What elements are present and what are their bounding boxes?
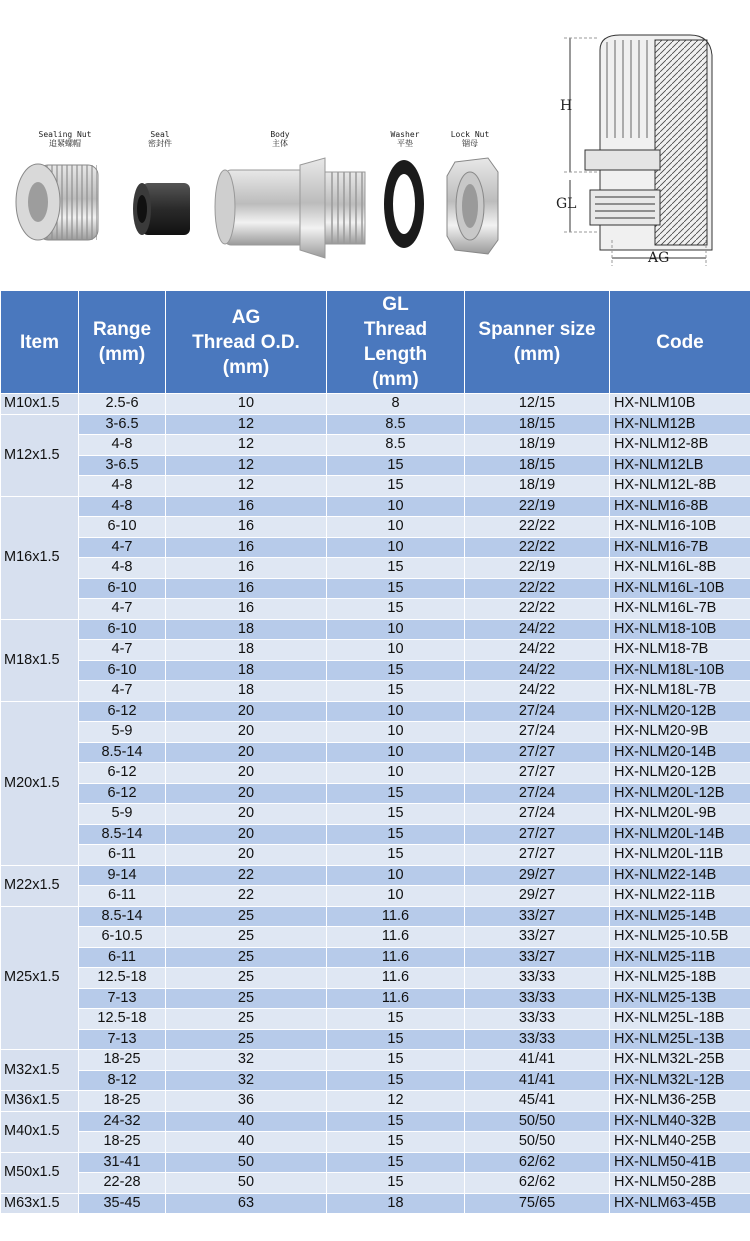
- table-row: [1, 599, 750, 620]
- spanner-cell: 24/22: [465, 660, 610, 681]
- gl-cell: 15: [327, 455, 465, 476]
- ag-cell: 40: [166, 1111, 327, 1132]
- range-cell: 7-13: [79, 988, 166, 1009]
- table-row: [1, 701, 750, 722]
- spanner-cell: 33/33: [465, 1009, 610, 1030]
- item-cell: M12x1.5: [1, 414, 79, 496]
- range-cell: 7-13: [79, 1029, 166, 1050]
- code-cell: HX-NLM22-11B: [610, 886, 750, 907]
- spanner-cell: 22/22: [465, 599, 610, 620]
- ag-cell: 20: [166, 763, 327, 784]
- code-cell: HX-NLM12-8B: [610, 435, 750, 456]
- ag-cell: 16: [166, 558, 327, 579]
- spanner-cell: 33/33: [465, 1029, 610, 1050]
- spanner-cell: 27/24: [465, 722, 610, 743]
- code-cell: HX-NLM50-28B: [610, 1173, 750, 1194]
- spanner-cell: 29/27: [465, 865, 610, 886]
- ag-cell: 16: [166, 537, 327, 558]
- gl-cell: 15: [327, 1070, 465, 1091]
- gl-cell: 15: [327, 824, 465, 845]
- range-cell: 22-28: [79, 1173, 166, 1194]
- range-cell: 9-14: [79, 865, 166, 886]
- column-header-line: Range: [92, 319, 152, 340]
- spanner-cell: 45/41: [465, 1091, 610, 1112]
- code-cell: HX-NLM20L-14B: [610, 824, 750, 845]
- code-cell: HX-NLM25-14B: [610, 906, 750, 927]
- ag-cell: 20: [166, 804, 327, 825]
- gl-cell: 15: [327, 1050, 465, 1071]
- gl-cell: 10: [327, 496, 465, 517]
- ag-cell: 22: [166, 886, 327, 907]
- table-row: [1, 1009, 750, 1030]
- table-row: [1, 476, 750, 497]
- ag-cell: 20: [166, 701, 327, 722]
- column-header-line: (mm): [513, 344, 561, 365]
- gl-cell: 10: [327, 722, 465, 743]
- spanner-cell: 27/27: [465, 763, 610, 784]
- ag-cell: 40: [166, 1132, 327, 1153]
- spanner-cell: 27/27: [465, 742, 610, 763]
- dimension-h-label: H: [560, 98, 573, 114]
- lock-nut-image: [447, 158, 498, 254]
- table-row: [1, 947, 750, 968]
- range-cell: 2.5-6: [79, 394, 166, 415]
- range-cell: 35-45: [79, 1193, 166, 1214]
- range-cell: 4-8: [79, 558, 166, 579]
- table-row: [1, 1029, 750, 1050]
- gl-cell: 10: [327, 701, 465, 722]
- column-header-line: GL: [382, 294, 409, 315]
- column-header: [1, 291, 79, 394]
- range-cell: 12.5-18: [79, 1009, 166, 1030]
- ag-cell: 12: [166, 476, 327, 497]
- gl-cell: 15: [327, 558, 465, 579]
- code-cell: HX-NLM32L-12B: [610, 1070, 750, 1091]
- spanner-cell: 24/22: [465, 681, 610, 702]
- column-header-line: Thread O.D.: [192, 331, 300, 353]
- range-cell: 3-6.5: [79, 414, 166, 435]
- gl-cell: 15: [327, 660, 465, 681]
- ag-cell: 25: [166, 1009, 327, 1030]
- spanner-cell: 33/27: [465, 947, 610, 968]
- gl-cell: 10: [327, 763, 465, 784]
- code-cell: HX-NLM20L-12B: [610, 783, 750, 804]
- dimension-gl-label: GL: [556, 196, 577, 212]
- column-header: [79, 291, 166, 394]
- gl-cell: 15: [327, 578, 465, 599]
- table-row: [1, 537, 750, 558]
- spanner-cell: 22/19: [465, 496, 610, 517]
- code-cell: HX-NLM16-10B: [610, 517, 750, 538]
- table-row: [1, 906, 750, 927]
- table-row: [1, 886, 750, 907]
- range-cell: 6-10: [79, 660, 166, 681]
- gl-cell: 12: [327, 1091, 465, 1112]
- gl-cell: 10: [327, 537, 465, 558]
- spanner-cell: 22/22: [465, 578, 610, 599]
- ag-cell: 16: [166, 599, 327, 620]
- code-cell: HX-NLM20L-11B: [610, 845, 750, 866]
- code-cell: HX-NLM20-9B: [610, 722, 750, 743]
- code-cell: HX-NLM40-32B: [610, 1111, 750, 1132]
- table-row: [1, 681, 750, 702]
- table-row: [1, 1111, 750, 1132]
- item-cell: M16x1.5: [1, 496, 79, 619]
- table-row: [1, 968, 750, 989]
- gl-cell: 8: [327, 394, 465, 415]
- table-row: [1, 783, 750, 804]
- gl-cell: 15: [327, 681, 465, 702]
- gl-cell: 11.6: [327, 947, 465, 968]
- spanner-cell: 62/62: [465, 1173, 610, 1194]
- ag-cell: 18: [166, 640, 327, 661]
- spanner-cell: 27/27: [465, 824, 610, 845]
- ag-cell: 50: [166, 1152, 327, 1173]
- ag-cell: 25: [166, 968, 327, 989]
- item-cell: M20x1.5: [1, 701, 79, 865]
- item-cell: M18x1.5: [1, 619, 79, 701]
- range-cell: 6-11: [79, 886, 166, 907]
- table-row: [1, 1173, 750, 1194]
- ag-cell: 16: [166, 578, 327, 599]
- spanner-cell: 33/33: [465, 988, 610, 1009]
- table-row: [1, 455, 750, 476]
- table-row: [1, 660, 750, 681]
- ag-cell: 20: [166, 722, 327, 743]
- column-header: [465, 291, 610, 394]
- gl-cell: 10: [327, 619, 465, 640]
- table-row: [1, 414, 750, 435]
- ag-cell: 20: [166, 845, 327, 866]
- column-header-line: Code: [656, 331, 704, 353]
- ag-cell: 10: [166, 394, 327, 415]
- spanner-cell: 12/15: [465, 394, 610, 415]
- ag-cell: 25: [166, 906, 327, 927]
- table-row: [1, 619, 750, 640]
- gl-cell: 11.6: [327, 906, 465, 927]
- spanner-cell: 27/27: [465, 845, 610, 866]
- ag-cell: 20: [166, 742, 327, 763]
- gl-cell: 11.6: [327, 968, 465, 989]
- item-cell: M40x1.5: [1, 1111, 79, 1152]
- item-cell: M36x1.5: [1, 1091, 79, 1112]
- range-cell: 6-10: [79, 517, 166, 538]
- spanner-cell: 27/24: [465, 804, 610, 825]
- column-header-line: Spanner size: [478, 319, 596, 340]
- column-header-line: Item: [19, 331, 60, 353]
- range-cell: 6-12: [79, 701, 166, 722]
- part-label-lock-nut: Lock Nut 锢母: [450, 130, 490, 148]
- range-cell: 4-8: [79, 496, 166, 517]
- cross-section-diagram: [564, 35, 712, 266]
- spanner-cell: 24/22: [465, 640, 610, 661]
- range-cell: 18-25: [79, 1132, 166, 1153]
- table-row: [1, 1070, 750, 1091]
- gl-cell: 15: [327, 1132, 465, 1153]
- code-cell: HX-NLM16-7B: [610, 537, 750, 558]
- table-row: [1, 640, 750, 661]
- column-header-line: AG: [231, 306, 261, 328]
- range-cell: 18-25: [79, 1091, 166, 1112]
- column-header-line: (mm): [222, 356, 270, 378]
- range-cell: 3-6.5: [79, 455, 166, 476]
- table-row: [1, 845, 750, 866]
- range-cell: 6-11: [79, 845, 166, 866]
- column-header: [166, 291, 327, 394]
- code-cell: HX-NLM25L-18B: [610, 1009, 750, 1030]
- range-cell: 4-7: [79, 599, 166, 620]
- table-row: [1, 1152, 750, 1173]
- ag-cell: 20: [166, 783, 327, 804]
- gl-cell: 15: [327, 1173, 465, 1194]
- range-cell: 6-11: [79, 947, 166, 968]
- ag-cell: 50: [166, 1173, 327, 1194]
- column-header: [610, 291, 750, 394]
- range-cell: 5-9: [79, 804, 166, 825]
- ag-cell: 32: [166, 1070, 327, 1091]
- ag-cell: 16: [166, 517, 327, 538]
- table-row: [1, 927, 750, 948]
- range-cell: 4-8: [79, 435, 166, 456]
- code-cell: HX-NLM22-14B: [610, 865, 750, 886]
- spanner-cell: 33/33: [465, 968, 610, 989]
- range-cell: 4-7: [79, 537, 166, 558]
- spanner-cell: 50/50: [465, 1111, 610, 1132]
- gl-cell: 15: [327, 599, 465, 620]
- code-cell: HX-NLM16-8B: [610, 496, 750, 517]
- column-header-line: Length: [363, 344, 428, 365]
- table-row: [1, 435, 750, 456]
- table-row: [1, 742, 750, 763]
- code-cell: HX-NLM18-10B: [610, 619, 750, 640]
- gl-cell: 8.5: [327, 435, 465, 456]
- code-cell: HX-NLM20-12B: [610, 763, 750, 784]
- table-row: [1, 1091, 750, 1112]
- gl-cell: 10: [327, 886, 465, 907]
- column-header-line: Thread: [363, 319, 428, 340]
- sealing-nut-image: [16, 164, 98, 240]
- gl-cell: 15: [327, 804, 465, 825]
- body-image: [215, 158, 365, 258]
- code-cell: HX-NLM20L-9B: [610, 804, 750, 825]
- range-cell: 6-10: [79, 619, 166, 640]
- table-header-row: [1, 291, 750, 394]
- code-cell: HX-NLM18L-10B: [610, 660, 750, 681]
- gl-cell: 15: [327, 1029, 465, 1050]
- item-cell: M22x1.5: [1, 865, 79, 906]
- table-row: [1, 824, 750, 845]
- table-row: [1, 804, 750, 825]
- ag-cell: 12: [166, 455, 327, 476]
- range-cell: 5-9: [79, 722, 166, 743]
- code-cell: HX-NLM12L-8B: [610, 476, 750, 497]
- ag-cell: 25: [166, 947, 327, 968]
- range-cell: 4-7: [79, 681, 166, 702]
- spanner-cell: 29/27: [465, 886, 610, 907]
- spanner-cell: 22/22: [465, 517, 610, 538]
- ag-cell: 63: [166, 1193, 327, 1214]
- item-cell: M10x1.5: [1, 394, 79, 415]
- gl-cell: 18: [327, 1193, 465, 1214]
- gl-cell: 11.6: [327, 927, 465, 948]
- part-label-washer: Washer 平垫: [390, 130, 420, 148]
- range-cell: 4-7: [79, 640, 166, 661]
- ag-cell: 25: [166, 988, 327, 1009]
- ag-cell: 12: [166, 435, 327, 456]
- ag-cell: 16: [166, 496, 327, 517]
- gl-cell: 15: [327, 1009, 465, 1030]
- item-cell: M50x1.5: [1, 1152, 79, 1193]
- range-cell: 6-12: [79, 783, 166, 804]
- code-cell: HX-NLM25L-13B: [610, 1029, 750, 1050]
- seal-image: [133, 183, 190, 235]
- code-cell: HX-NLM16L-7B: [610, 599, 750, 620]
- range-cell: 4-8: [79, 476, 166, 497]
- table-row: [1, 578, 750, 599]
- table-row: [1, 988, 750, 1009]
- range-cell: 8.5-14: [79, 906, 166, 927]
- range-cell: 24-32: [79, 1111, 166, 1132]
- gl-cell: 10: [327, 742, 465, 763]
- table-row: [1, 1050, 750, 1071]
- product-illustration: [0, 0, 750, 290]
- table-row: [1, 1193, 750, 1214]
- code-cell: HX-NLM12B: [610, 414, 750, 435]
- gl-cell: 15: [327, 476, 465, 497]
- table-row: [1, 722, 750, 743]
- code-cell: HX-NLM25-11B: [610, 947, 750, 968]
- range-cell: 6-10: [79, 578, 166, 599]
- spec-table: [0, 290, 750, 1214]
- column-header-line: (mm): [98, 344, 146, 365]
- ag-cell: 18: [166, 619, 327, 640]
- code-cell: HX-NLM18L-7B: [610, 681, 750, 702]
- code-cell: HX-NLM32L-25B: [610, 1050, 750, 1071]
- table-row: [1, 517, 750, 538]
- ag-cell: 25: [166, 1029, 327, 1050]
- range-cell: 31-41: [79, 1152, 166, 1173]
- ag-cell: 22: [166, 865, 327, 886]
- range-cell: 6-12: [79, 763, 166, 784]
- part-label-body: Body 主体: [270, 130, 290, 148]
- range-cell: 8.5-14: [79, 742, 166, 763]
- spanner-cell: 18/15: [465, 455, 610, 476]
- code-cell: HX-NLM25-18B: [610, 968, 750, 989]
- range-cell: 18-25: [79, 1050, 166, 1071]
- range-cell: 8-12: [79, 1070, 166, 1091]
- spanner-cell: 75/65: [465, 1193, 610, 1214]
- spanner-cell: 22/22: [465, 537, 610, 558]
- part-label-seal: Seal 密封件: [148, 130, 172, 148]
- gl-cell: 15: [327, 783, 465, 804]
- part-label-sealing-nut: Sealing Nut 追紧螺帽: [38, 130, 92, 148]
- parts-drawing: [0, 0, 750, 290]
- spanner-cell: 27/24: [465, 783, 610, 804]
- code-cell: HX-NLM16L-10B: [610, 578, 750, 599]
- gl-cell: 15: [327, 1111, 465, 1132]
- gl-cell: 8.5: [327, 414, 465, 435]
- spanner-cell: 41/41: [465, 1050, 610, 1071]
- ag-cell: 18: [166, 660, 327, 681]
- item-cell: M63x1.5: [1, 1193, 79, 1214]
- ag-cell: 20: [166, 824, 327, 845]
- gl-cell: 10: [327, 517, 465, 538]
- washer-image: [384, 160, 424, 248]
- spanner-cell: 62/62: [465, 1152, 610, 1173]
- gl-cell: 15: [327, 1152, 465, 1173]
- code-cell: HX-NLM63-45B: [610, 1193, 750, 1214]
- ag-cell: 36: [166, 1091, 327, 1112]
- spanner-cell: 18/19: [465, 435, 610, 456]
- ag-cell: 32: [166, 1050, 327, 1071]
- item-cell: M25x1.5: [1, 906, 79, 1050]
- column-header-line: (mm): [372, 369, 419, 390]
- code-cell: HX-NLM25-13B: [610, 988, 750, 1009]
- table-row: [1, 763, 750, 784]
- ag-cell: 12: [166, 414, 327, 435]
- ag-cell: 25: [166, 927, 327, 948]
- spanner-cell: 22/19: [465, 558, 610, 579]
- range-cell: 12.5-18: [79, 968, 166, 989]
- code-cell: HX-NLM20-12B: [610, 701, 750, 722]
- spanner-cell: 50/50: [465, 1132, 610, 1153]
- gl-cell: 15: [327, 845, 465, 866]
- code-cell: HX-NLM50-41B: [610, 1152, 750, 1173]
- spanner-cell: 24/22: [465, 619, 610, 640]
- table-row: [1, 1132, 750, 1153]
- dimension-ag-label: AG: [648, 250, 670, 266]
- code-cell: HX-NLM10B: [610, 394, 750, 415]
- spanner-cell: 41/41: [465, 1070, 610, 1091]
- table-row: [1, 865, 750, 886]
- gl-cell: 10: [327, 865, 465, 886]
- code-cell: HX-NLM18-7B: [610, 640, 750, 661]
- spanner-cell: 33/27: [465, 927, 610, 948]
- code-cell: HX-NLM16L-8B: [610, 558, 750, 579]
- range-cell: 8.5-14: [79, 824, 166, 845]
- code-cell: HX-NLM36-25B: [610, 1091, 750, 1112]
- item-cell: M32x1.5: [1, 1050, 79, 1091]
- code-cell: HX-NLM25-10.5B: [610, 927, 750, 948]
- gl-cell: 11.6: [327, 988, 465, 1009]
- table-row: [1, 496, 750, 517]
- table-row: [1, 558, 750, 579]
- code-cell: HX-NLM40-25B: [610, 1132, 750, 1153]
- column-header: [327, 291, 465, 394]
- code-cell: HX-NLM20-14B: [610, 742, 750, 763]
- spanner-cell: 18/19: [465, 476, 610, 497]
- table-row: [1, 394, 750, 415]
- range-cell: 6-10.5: [79, 927, 166, 948]
- gl-cell: 10: [327, 640, 465, 661]
- spanner-cell: 27/24: [465, 701, 610, 722]
- code-cell: HX-NLM12LB: [610, 455, 750, 476]
- spanner-cell: 18/15: [465, 414, 610, 435]
- spanner-cell: 33/27: [465, 906, 610, 927]
- ag-cell: 18: [166, 681, 327, 702]
